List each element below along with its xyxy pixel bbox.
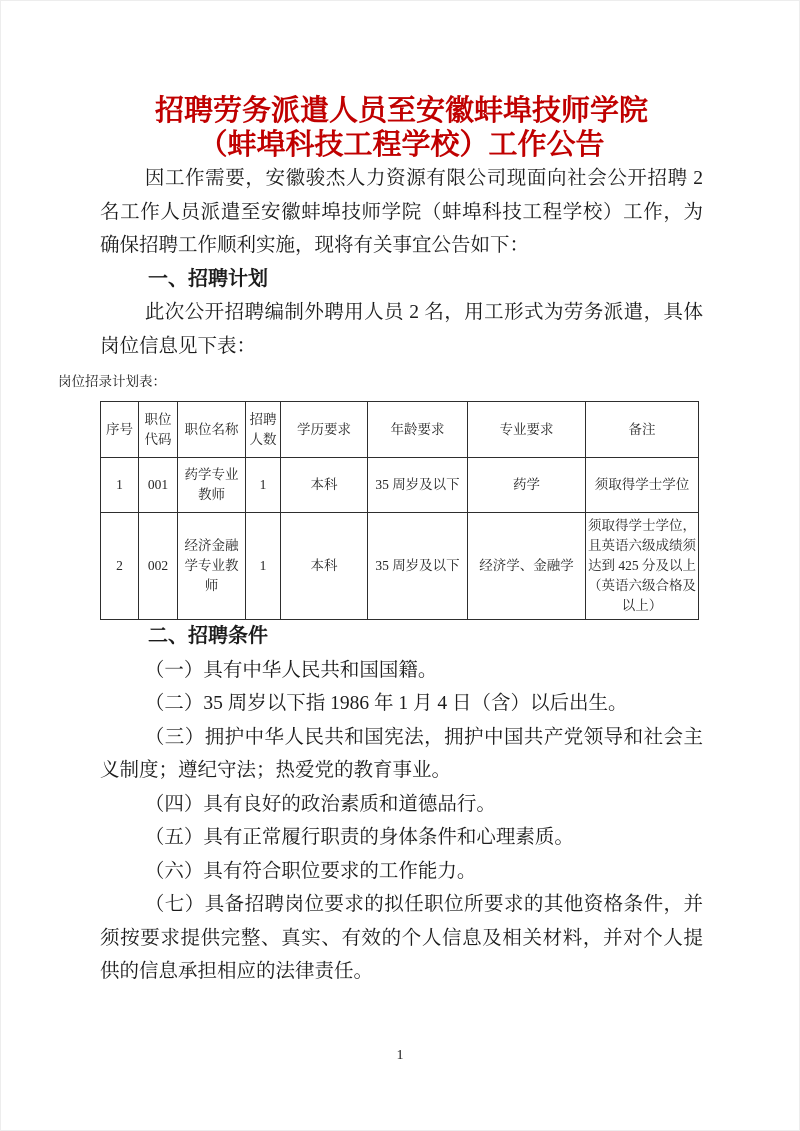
document-title-line2: （蚌埠科技工程学校）工作公告	[198, 129, 605, 161]
table-cell: 1	[101, 458, 139, 513]
table-cell: 药学	[468, 458, 586, 513]
header-cell: 学历要求	[281, 402, 368, 458]
table-label: 岗位招录计划表：	[58, 374, 166, 389]
table-cell: 经济金融学专业教师	[178, 513, 246, 620]
condition-item-7: （七）具备招聘岗位要求的拟任职位所要求的其他资格条件，并须按要求提供完整、真实、有效的个人信息及相关材料，并对个人提供的信息承担相应的法律责任。	[100, 894, 703, 982]
table-cell: 002	[139, 513, 178, 620]
table-cell: 经济学、金融学	[468, 513, 586, 620]
header-cell: 备注	[586, 402, 699, 458]
section1-heading: 一、招聘计划	[148, 267, 268, 290]
header-cell: 年龄要求	[368, 402, 468, 458]
table-cell: 本科	[281, 513, 368, 620]
header-cell: 职位名称	[178, 402, 246, 458]
table-cell: 001	[139, 458, 178, 513]
condition-item-1: （一）具有中华人民共和国国籍。	[144, 659, 438, 681]
condition-item-5: （五）具有正常履行职责的身体条件和心理素质。	[144, 827, 574, 848]
table-cell: 本科	[281, 458, 368, 513]
document-content	[0, 94, 800, 989]
header-cell: 序号	[101, 402, 139, 458]
header-cell: 招聘人数	[246, 402, 281, 458]
document-title	[100, 94, 703, 162]
table-cell: 须取得学士学位，且英语六级成绩须达到 425 分及以上（英语六级合格及以上）	[586, 513, 699, 620]
section2-heading: 二、招聘条件	[148, 625, 268, 647]
condition-item-3: （三）拥护中华人民共和国宪法，拥护中国共产党领导和社会主义制度；遵纪守法；热爱党的教育事业。	[100, 726, 703, 781]
page-number: 1	[396, 1048, 404, 1063]
condition-item-4: （四）具有良好的政治素质和道德品行。	[144, 793, 496, 815]
table-cell: 35 周岁及以下	[368, 458, 468, 513]
table-cell: 须取得学士学位	[586, 458, 699, 513]
table-cell: 1	[246, 458, 281, 513]
table-header-row	[101, 402, 699, 458]
table-cell: 35 周岁及以下	[368, 513, 468, 620]
condition-item-6: （六）具有符合职位要求的工作能力。	[144, 860, 477, 882]
intro-paragraph: 因工作需要，安徽骏杰人力资源有限公司现面向社会公开招聘 2 名工作人员派遣至安徽蚌埠技师学院（蚌埠科技工程学校）工作，为确保招聘工作顺利实施，现将有关事宜公告如下：	[100, 168, 703, 256]
recruitment-plan-table	[100, 401, 699, 620]
section1-paragraph: 此次公开招聘编制外聘用人员 2 名，用工形式为劳务派遣，具体岗位信息见下表：	[100, 302, 703, 357]
document-title-line1: 招聘劳务派遣人员至安徽蚌埠技师学院	[154, 95, 648, 127]
table-row	[101, 513, 699, 620]
table-cell: 2	[101, 513, 139, 620]
table-cell: 药学专业教师	[178, 458, 246, 513]
table-row	[101, 458, 699, 513]
condition-item-2: （二）35 周岁以下指 1986 年 1 月 4 日（含）以后出生。	[144, 693, 628, 714]
header-cell: 职位代码	[139, 402, 178, 458]
header-cell: 专业要求	[468, 402, 586, 458]
table-cell: 1	[246, 513, 281, 620]
